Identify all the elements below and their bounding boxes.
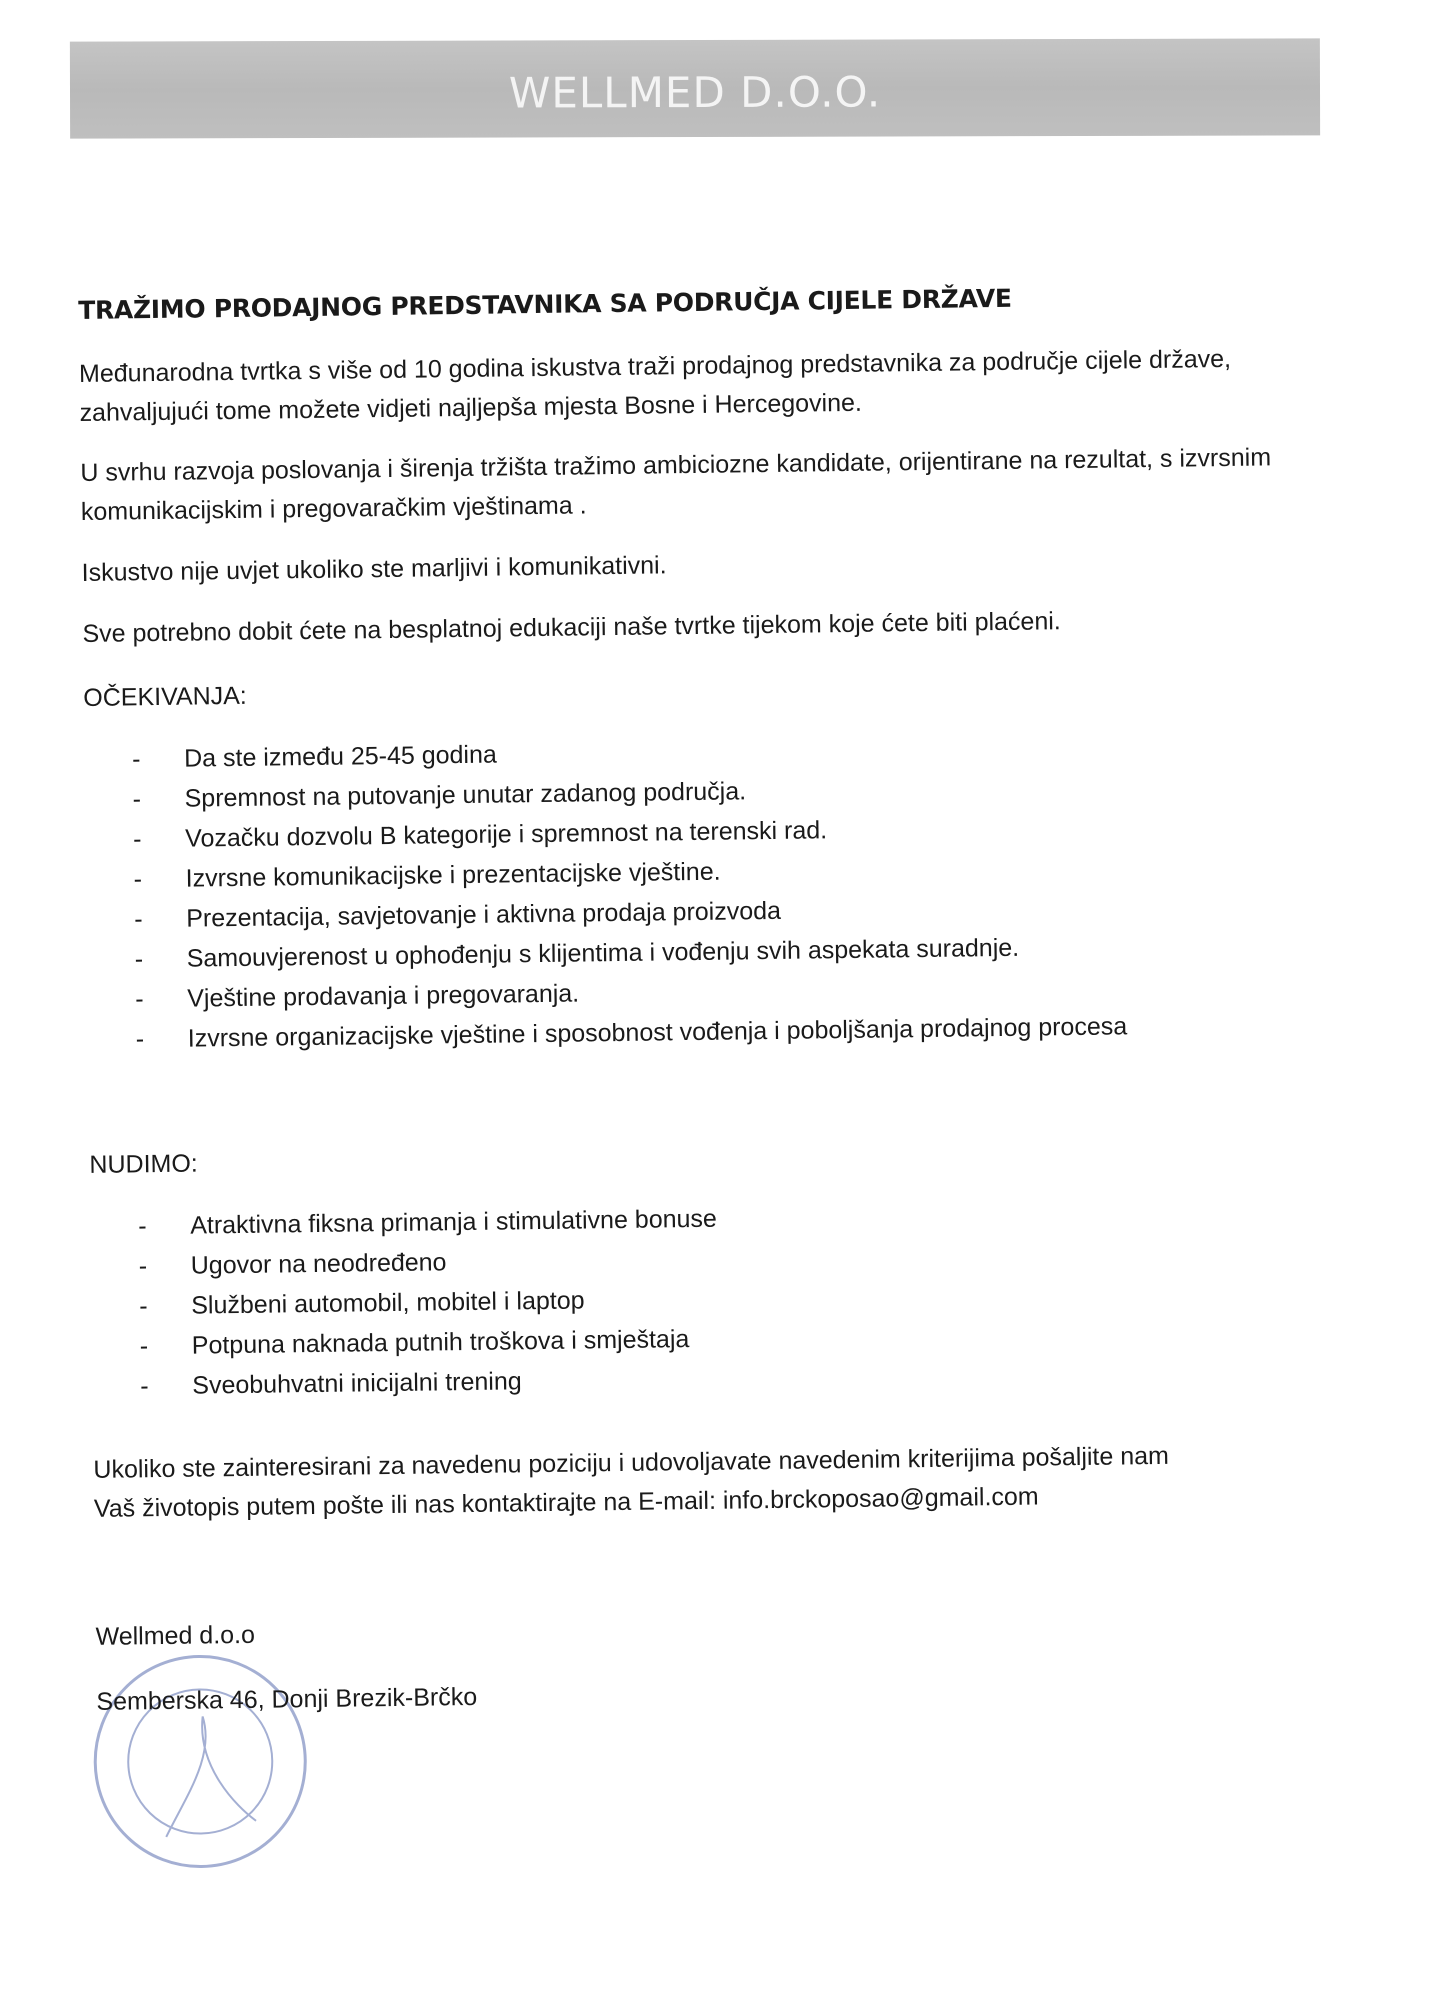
list-item: - Atraktivna fiksna primanja i stimulativne bonuse <box>138 1190 1330 1246</box>
company-header-band <box>70 38 1320 138</box>
dash-bullet: - <box>138 1251 148 1281</box>
training-paragraph: Sve potrebno dobit ćete na besplatnoj edukaciji naše tvrtke tijekom koje ćete biti plaćeni. <box>82 606 1061 648</box>
dash-bullet: - <box>132 825 142 854</box>
dash-bullet: - <box>134 905 143 934</box>
list-item: - Samouvjerenost u ophođenju s klijentima i vođenju svih aspekata suradnje. <box>134 924 1326 980</box>
dash-bullet: - <box>134 945 144 974</box>
dash-bullet: - <box>139 1331 149 1361</box>
dash-bullet: - <box>135 985 144 1014</box>
contact-line-1: Ukoliko ste zainteresirani za navedenu poziciju i udovoljavate navedenim kriterijima pošaljite nam <box>93 1441 1170 1484</box>
list-item: - Sveobuhvatni inicijalni trening <box>140 1350 1332 1406</box>
expectations-title: OČEKIVANJA: <box>83 682 247 713</box>
dash-bullet: - <box>132 785 142 814</box>
dash-bullet: - <box>140 1371 149 1401</box>
contact-paragraph <box>93 1434 1334 1528</box>
signature-company: Wellmed d.o.o <box>95 1621 256 1652</box>
list-item: - Vještine prodavanja i pregovaranja. <box>135 964 1327 1020</box>
company-title: WELLMED D.O.O. <box>508 67 882 118</box>
contact-line-2: Vaš životopis putem pošte ili nas kontaktirajte na E-mail: info.brckoposao@gmail.com <box>93 1482 1039 1523</box>
list-item: - Izvrsne organizacijske vještine i sposobnost vođenja i poboljšanja prodajnog procesa <box>136 1004 1328 1060</box>
dash-bullet: - <box>135 1025 145 1054</box>
job-ad-document <box>78 276 1337 1722</box>
expectations-list <box>84 724 1328 1060</box>
dash-bullet: - <box>138 1211 147 1241</box>
offer-list <box>90 1190 1333 1406</box>
ad-headline: TRAŽIMO PRODAJNOG PREDSTAVNIKA SA PODRUČJA CIJELE DRŽAVE <box>78 283 1012 325</box>
list-item: - Službeni automobil, mobitel i laptop <box>139 1270 1331 1326</box>
experience-paragraph: Iskustvo nije uvjet ukoliko ste marljivi i komunikativni. <box>81 551 667 587</box>
signature-address: Semberska 46, Donji Brezik-Brčko <box>96 1682 478 1716</box>
intro-paragraph: Međunarodna tvrtka s više od 10 godina iskustva traži prodajnog predstavnika za područje cijele države, zahvaljujući tome možete vidjeti najljepša mjesta Bosne i Hercegovine. <box>78 344 1232 427</box>
list-item: - Izvrsne komunikacijske i prezentacijske vještine. <box>133 844 1325 900</box>
list-item: - Prezentacija, savjetovanje i aktivna prodaja proizvoda <box>134 884 1326 940</box>
signature-block <box>95 1602 1336 1722</box>
offer-title: NUDIMO: <box>89 1149 198 1179</box>
growth-paragraph: U svrhu razvoja poslovanja i širenja tržišta tražimo ambiciozne kandidate, orijentirane na rezultat, s izvrsnim komunikacijskim i pregovaračkim vještinama . <box>80 443 1272 526</box>
list-item: - Potpuna naknada putnih troškova i smještaja <box>140 1310 1332 1366</box>
list-item: - Ugovor na neodređeno <box>138 1230 1330 1286</box>
dash-bullet: - <box>133 865 143 894</box>
dash-bullet: - <box>139 1291 148 1321</box>
list-item: - Spremnost na putovanje unutar zadanog područja. <box>132 764 1324 820</box>
list-item: - Vozačku dozvolu B kategorije i spremnost na terenski rad. <box>133 804 1325 860</box>
dash-bullet: - <box>131 745 141 774</box>
list-item: - Da ste između 25-45 godina <box>132 724 1324 780</box>
